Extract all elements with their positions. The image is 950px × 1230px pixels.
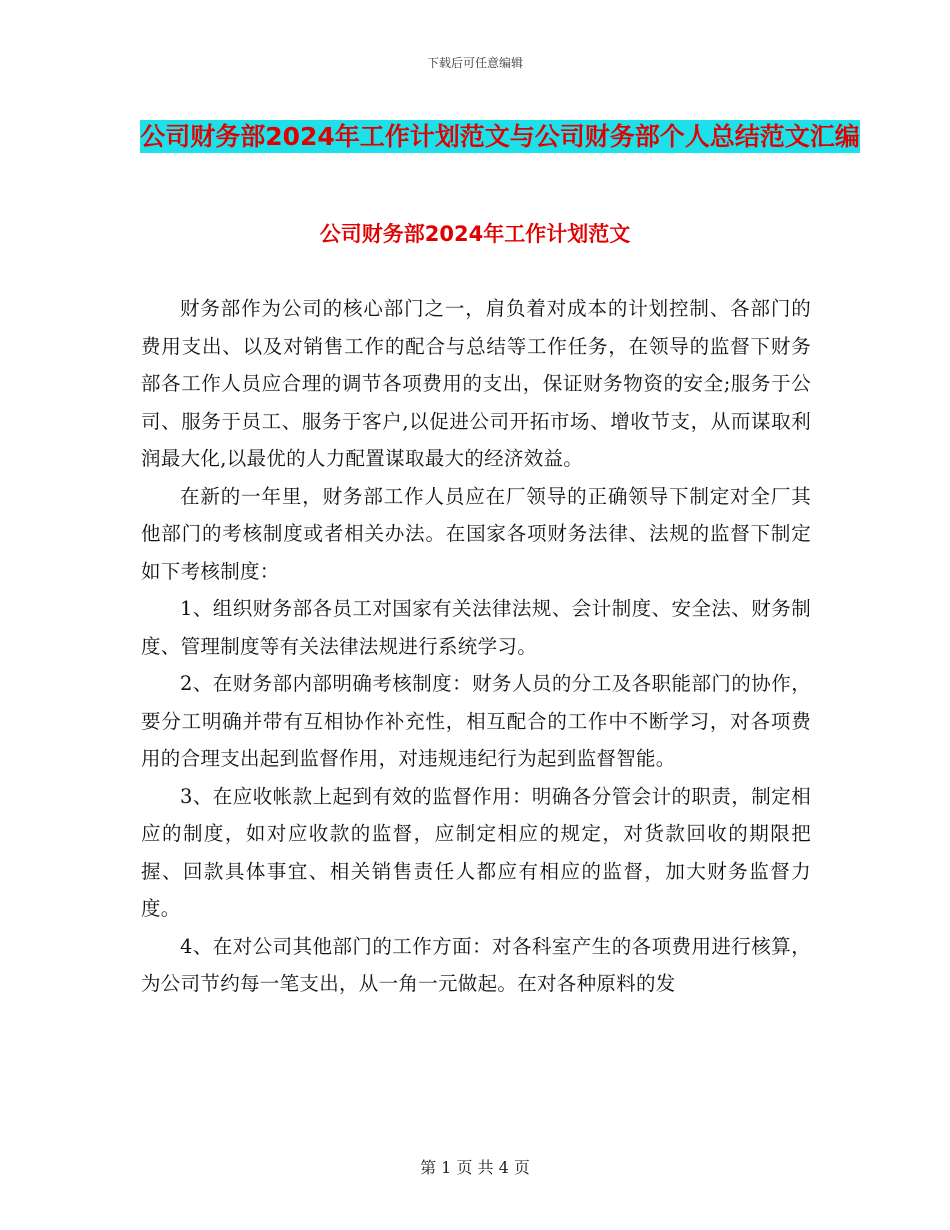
paragraph-item-4: 4、在对公司其他部门的工作方面：对各科室产生的各项费用进行核算，为公司节约每一笔支出，从一角一元做起。在对各种原料的发 xyxy=(141,934,811,995)
document-body xyxy=(141,290,811,1003)
paragraph-item-3: 3、在应收帐款上起到有效的监督作用：明确各分管会计的职责，制定相应的制度，如对应收款的监督，应制定相应的规定，对货款回收的期限把握、回款具体事宜、相关销售责任人都应有相应的监督，加大财务监督力度。 xyxy=(141,784,811,920)
paragraph-item-1: 1、组织财务部各员工对国家有关法律法规、会计制度、安全法、财务制度、管理制度等有关法律法规进行系统学习。 xyxy=(141,597,811,658)
paragraph-item-2: 2、在财务部内部明确考核制度：财务人员的分工及各职能部门的协作，要分工明确并带有互相协作补充性，相互配合的工作中不断学习，对各项费用的合理支出起到监督作用，对违规违纪行为起到监督智能。 xyxy=(141,672,811,770)
page-number-footer: 第 1 页 共 4 页 xyxy=(420,1158,530,1177)
section-title: 公司财务部2024年工作计划范文 xyxy=(319,222,631,246)
paragraph-new-year: 在新的一年里，财务部工作人员应在厂领导的正确领导下制定对全厂其他部门的考核制度或者相关办法。在国家各项财务法律、法规的监督下制定如下考核制度： xyxy=(141,484,811,583)
main-title-highlight: 公司财务部2024年工作计划范文与公司财务部个人总结范文汇编 xyxy=(140,122,860,151)
document-main-title xyxy=(130,110,870,164)
page-header-note: 下载后可任意编辑 xyxy=(426,56,523,70)
paragraph-intro: 财务部作为公司的核心部门之一，肩负着对成本的计划控制、各部门的费用支出、以及对销售工作的配合与总结等工作任务，在领导的监督下财务部各工作人员应合理的调节各项费用的支出，保证财务物资的安全;服务于公司、服务于员工、服务于客户,以促进公司开拓市场、增收节支，从而谋取利润最大化,以最优的人力配置谋取最大的经济效益。 xyxy=(141,297,811,470)
